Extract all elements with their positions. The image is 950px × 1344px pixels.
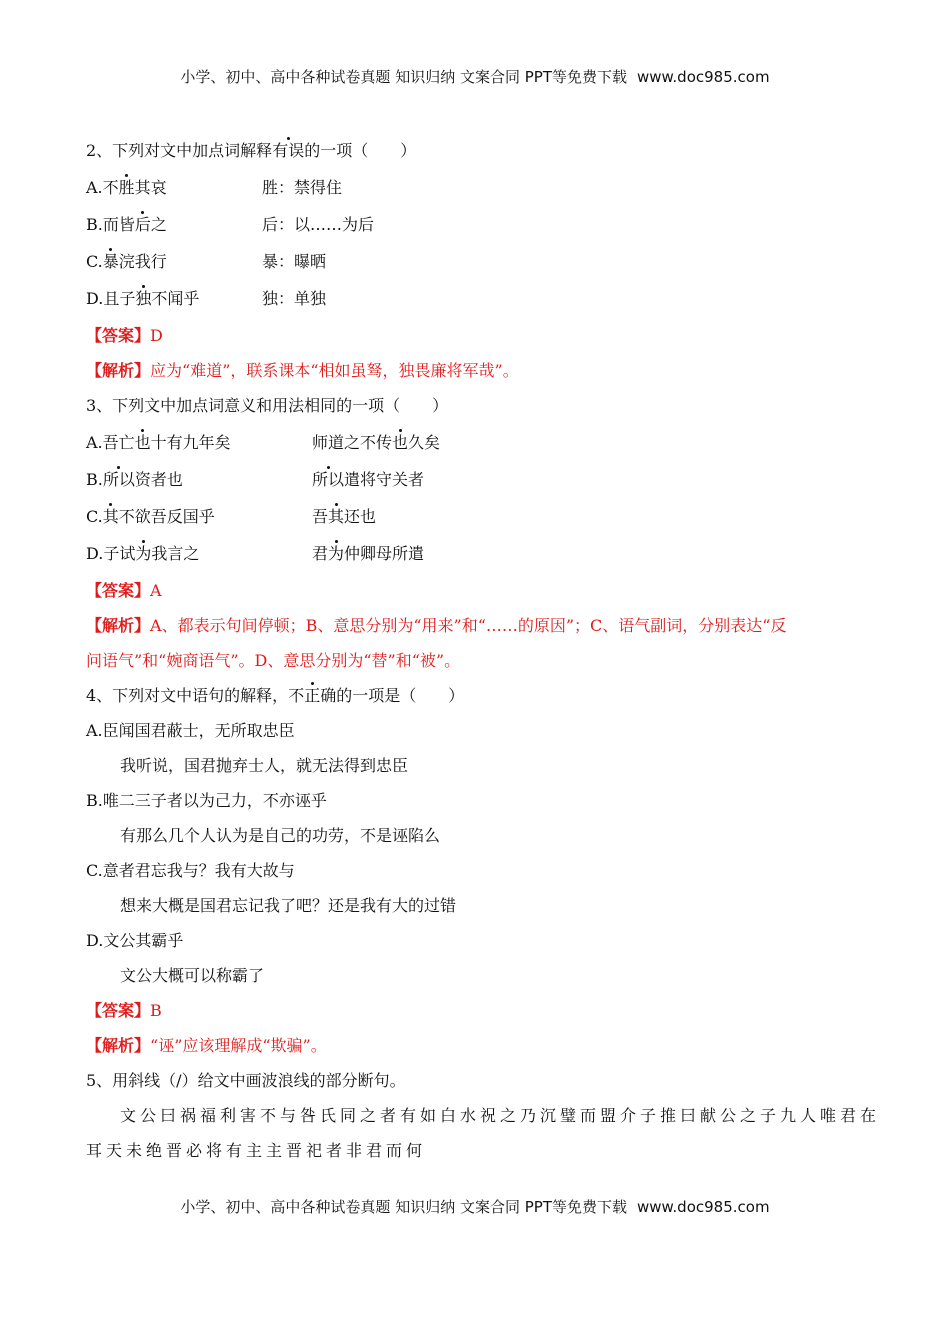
header-site-link[interactable]: www.doc985.com xyxy=(636,68,770,86)
q2-option-a: A.不胜其哀 胜：禁得住 xyxy=(86,173,866,210)
q3-analysis-line1: 【解析】A、都表示句间停顿；B、意思分别为“用来”和“……的原因”；C、语气副词，分别表达“反 xyxy=(86,616,787,635)
q4-option-c-source: C.意者君忘我与？我有大故与 xyxy=(86,861,295,880)
q3-option-c: C.其不欲吾反国乎 吾其还也 xyxy=(86,502,866,539)
q2-stem: 2、下列对文中加点词解释有误的一项（ ） xyxy=(86,136,866,173)
q4-option-d-source: D.文公其霸乎 xyxy=(86,931,184,950)
q4-option-a-translation: 我听说，国君抛弃士人，就无法得到忠臣 xyxy=(120,756,409,775)
emphasis-dot-word: 有误 xyxy=(272,136,304,166)
q5-passage-line1: 文公曰祸福利害不与咎氏同之者有如白水祝之乃沉璧而盟介子推曰献公之子九人唯君在 xyxy=(120,1106,881,1125)
page-footer xyxy=(0,1196,950,1217)
q4-stem: 4、下列对文中语句的解释，不正确的一项是（ ） xyxy=(86,681,866,716)
q2-option-c: C.暴浣我行 暴：曝晒 xyxy=(86,247,866,284)
q2-option-b: B.而皆后之 后：以……为后 xyxy=(86,210,866,247)
q2-option-d: D.且子独不闻乎 独：单独 xyxy=(86,284,866,321)
q4-option-d-translation: 文公大概可以称霸了 xyxy=(120,966,265,985)
footer-site-link[interactable]: www.doc985.com xyxy=(636,1198,770,1216)
q4-option-b-source: B.唯二三子者以为己力，不亦诬乎 xyxy=(86,791,327,810)
q3-stem: 3、下列文中加点词意义和用法相同的一项（ ） xyxy=(86,396,449,415)
q3-option-a: A.吾亡也十有九年矣 师道之不传也久矣 xyxy=(86,428,866,465)
q3-answer: 【答案】A xyxy=(86,581,162,600)
q5-stem: 5、用斜线（/）给文中画波浪线的部分断句。 xyxy=(86,1071,406,1090)
q2-analysis: 【解析】应为“难道”，联系课本“相如虽驽，独畏廉将军哉”。 xyxy=(86,361,519,380)
header-text: 小学、初中、高中各种试卷真题 知识归纳 文案合同 PPT等免费下载 xyxy=(180,68,627,86)
q3-analysis-line2: 问语气”和“婉商语气”。D、意思分别为“替”和“被”。 xyxy=(86,651,461,670)
document-body xyxy=(86,136,881,1171)
q3-option-d: D.子试为我言之 君为仲卿母所遣 xyxy=(86,539,866,576)
q4-analysis: 【解析】“诬”应该理解成“欺骗”。 xyxy=(86,1036,327,1055)
emphasis-dot-word: 不正确 xyxy=(288,681,336,711)
q2-answer: 【答案】D xyxy=(86,326,163,345)
q4-option-b-translation: 有那么几个人认为是自己的功劳，不是诬陷么 xyxy=(120,826,441,845)
q4-option-a-source: A.臣闻国君蔽士，无所取忠臣 xyxy=(86,721,295,740)
q3-option-b: B.所以资者也 所以遣将守关者 xyxy=(86,465,866,502)
q4-answer: 【答案】B xyxy=(86,1001,162,1020)
q4-option-c-translation: 想来大概是国君忘记我了吧？还是我有大的过错 xyxy=(120,896,457,915)
q5-passage-line2: 耳天未绝晋必将有主主晋祀者非君而何 xyxy=(86,1141,427,1160)
page-header xyxy=(0,66,950,87)
footer-text: 小学、初中、高中各种试卷真题 知识归纳 文案合同 PPT等免费下载 xyxy=(180,1198,627,1216)
